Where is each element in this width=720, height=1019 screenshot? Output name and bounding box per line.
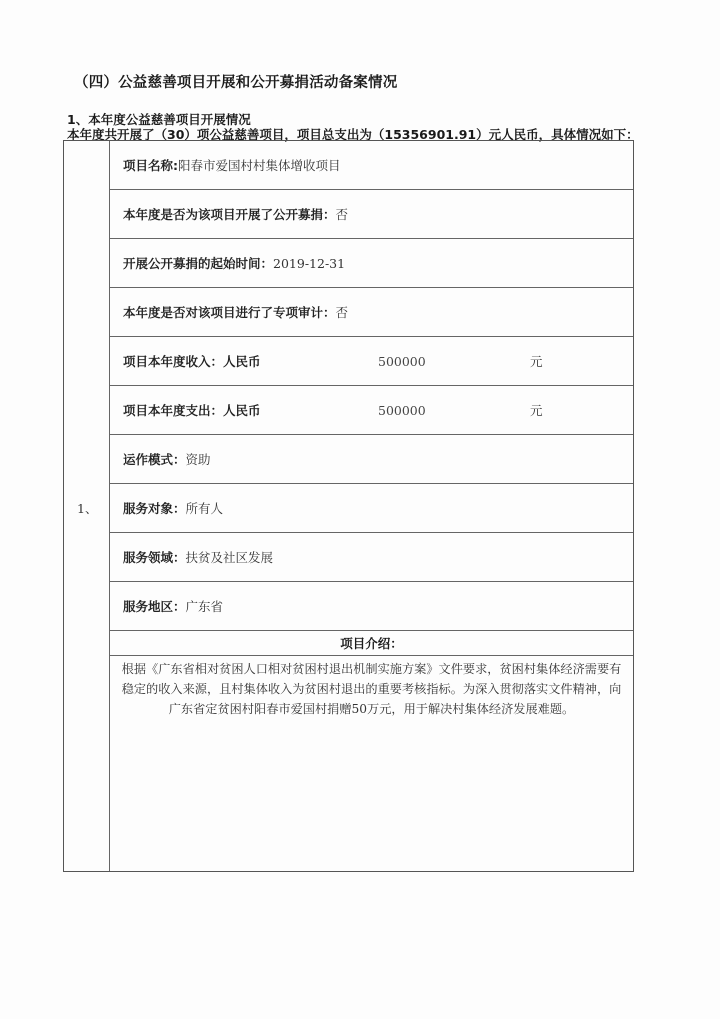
field-label: 本年度是否对该项目进行了专项审计： [123,305,336,320]
field-special-audit [110,288,633,337]
project-table [63,140,634,872]
field-value: 2019-12-31 [273,255,346,271]
field-label: 项目本年度支出：人民币 [123,403,261,418]
field-label: 服务对象： [123,501,186,516]
income-unit: 元 [530,354,543,369]
field-label: 项目本年度收入：人民币 [123,354,261,369]
field-label: 服务领域： [123,550,186,565]
field-label: 服务地区： [123,599,186,614]
field-expense [110,386,633,435]
subsection-title: 1、本年度公益慈善项目开展情况 [67,112,251,127]
expense-amount: 500000 [378,402,426,418]
field-service-region [110,582,633,631]
field-value: 所有人 [185,501,224,516]
field-value: 资助 [185,452,211,467]
intro-text: 根据《广东省相对贫困人口相对贫困村退出机制实施方案》文件要求，贫困村集体经济需要有稳定的收入来源，且村集体收入为贫困村退出的重要考核指标。为深入贯彻落实文件精神，向广东省定贫困村阳春市爱国村捐赠50万元，用于解决村集体经济发展难题。 [121,662,622,716]
section-title: （四）公益慈善项目开展和公开募捐活动备案情况 [74,75,398,91]
field-service-domain [110,533,633,582]
field-value: 阳春市爱国村村集体增收项目 [178,158,341,173]
intro-heading: 项目介绍： [110,631,633,656]
field-value: 否 [335,305,349,320]
project-index: 1、 [77,501,98,516]
field-label: 本年度是否为该项目开展了公开募捐： [123,207,336,222]
field-label: 项目名称: [123,158,178,173]
field-income [110,337,633,386]
field-label: 开展公开募捐的起始时间： [123,256,274,271]
field-value: 否 [335,207,349,222]
project-fields [110,141,633,719]
field-value: 广东省 [185,599,224,614]
field-operation-mode [110,435,633,484]
field-value: 扶贫及社区发展 [185,550,274,565]
income-amount: 500000 [378,353,426,369]
field-project-name [110,141,633,190]
index-column [64,141,110,871]
summary-line: 本年度共开展了（30）项公益慈善项目，项目总支出为（15356901.91）元人民币，具体情况如下： [67,127,639,142]
field-service-target [110,484,633,533]
expense-unit: 元 [530,403,543,418]
field-label: 运作模式： [123,452,186,467]
field-fundraising-start [110,239,633,288]
field-public-fundraising [110,190,633,239]
